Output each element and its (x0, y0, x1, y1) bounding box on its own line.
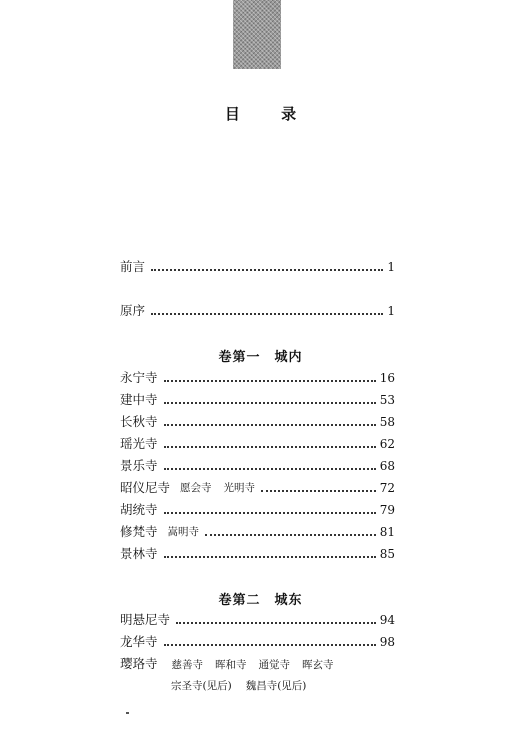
toc-entry[interactable] (120, 435, 395, 453)
entry-page: 85 (379, 547, 395, 561)
section-heading-volume-1 (0, 346, 521, 365)
entry-name: 胡统寺 (120, 502, 158, 517)
entry-page: 62 (379, 437, 395, 451)
sub-entries (180, 479, 255, 497)
entry-name: 原序 (120, 303, 146, 318)
sub-entries (172, 659, 346, 671)
area-label: 城东 (274, 593, 303, 608)
volume-label: 卷第一 (218, 350, 261, 365)
entry-page: 58 (379, 415, 395, 429)
entry-page: 53 (379, 393, 395, 407)
area-label: 城内 (274, 350, 303, 365)
entry-page: 79 (379, 503, 395, 517)
dot-leader (151, 269, 383, 271)
sub-entry[interactable]: 晖玄寺 (302, 659, 334, 671)
sub-entry[interactable]: 宗圣寺(见后) (171, 680, 232, 692)
dot-leader (164, 512, 376, 514)
entry-name: 前言 (120, 259, 146, 274)
toc-entry[interactable] (120, 655, 346, 674)
sub-entry[interactable]: 魏昌寺(见后) (245, 680, 307, 692)
entry-name: 瑶光寺 (120, 436, 158, 451)
sub-entry[interactable]: 慈善寺 (171, 659, 203, 671)
header-ornament (233, 0, 281, 69)
entry-name: 景乐寺 (120, 458, 158, 473)
dot-leader (176, 622, 376, 624)
dot-leader (151, 313, 383, 315)
entry-name: 昭仪尼寺 (120, 480, 171, 495)
sub-entries (168, 523, 200, 541)
dot-leader (164, 446, 376, 448)
entry-name: 璎珞寺 (120, 656, 158, 671)
entry-name: 长秋寺 (120, 414, 158, 429)
sub-entry[interactable]: 愿会寺 (180, 482, 212, 494)
scan-speck (126, 712, 129, 714)
section-heading-volume-2 (0, 589, 521, 608)
toc-entry-preface[interactable] (120, 258, 395, 276)
sub-entry[interactable]: 光明寺 (223, 482, 256, 494)
dot-leader (164, 644, 376, 646)
volume-label: 卷第二 (218, 593, 261, 608)
toc-entry[interactable] (120, 413, 395, 431)
dot-leader (164, 424, 376, 426)
toc-entry[interactable] (120, 479, 395, 497)
entry-page: 16 (379, 371, 395, 385)
dot-leader (164, 556, 376, 558)
dot-leader (164, 380, 376, 382)
entry-name: 龙华寺 (120, 634, 158, 649)
toc-entry-original-preface[interactable] (120, 302, 395, 320)
entry-page: 81 (379, 525, 395, 539)
entry-name: 修梵寺 (120, 524, 158, 539)
sub-entries-continuation (171, 677, 320, 695)
dot-leader (164, 402, 376, 404)
toc-entry[interactable] (120, 545, 395, 563)
entry-name: 景林寺 (120, 546, 158, 561)
dot-leader (164, 468, 376, 470)
toc-entry[interactable] (120, 391, 395, 409)
entry-page: 98 (379, 635, 395, 649)
toc-entry[interactable] (120, 457, 395, 475)
entry-page: 72 (379, 481, 395, 495)
dot-leader (261, 490, 376, 492)
page-title: 目 录 (224, 105, 315, 123)
dot-leader (205, 534, 376, 536)
toc-entry[interactable] (120, 369, 395, 387)
sub-entry[interactable]: 晖和寺 (215, 659, 247, 671)
toc-entry[interactable] (120, 501, 395, 519)
toc-entry[interactable] (120, 523, 395, 541)
entry-page: 1 (387, 260, 395, 274)
entry-page: 94 (379, 613, 395, 627)
entry-page: 68 (379, 459, 395, 473)
sub-entry[interactable]: 通觉寺 (258, 659, 290, 671)
sub-entry[interactable]: 嵩明寺 (167, 526, 200, 538)
toc-entry[interactable] (120, 611, 395, 629)
entry-name: 明悬尼寺 (120, 612, 171, 627)
entry-name: 永宁寺 (120, 370, 158, 385)
entry-name: 建中寺 (120, 392, 158, 407)
toc-entry[interactable] (120, 633, 395, 651)
entry-page: 1 (387, 304, 395, 318)
